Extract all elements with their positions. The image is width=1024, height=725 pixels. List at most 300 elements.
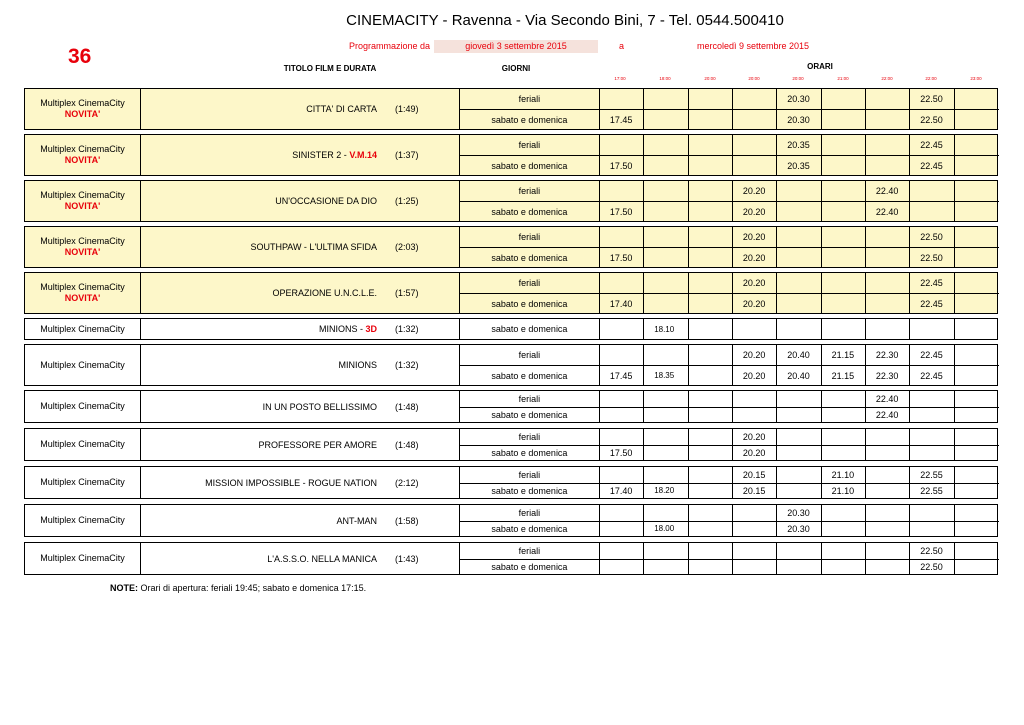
cinema-name: Multiplex CinemaCity: [40, 323, 125, 334]
showtime-cell: [689, 408, 733, 423]
novita-badge: NOVITA': [64, 293, 101, 303]
film-title: [272, 288, 377, 298]
film-duration: (1:43): [395, 553, 419, 564]
showtime-cell: 17.40: [600, 294, 644, 313]
showtime-cell: [822, 543, 866, 559]
showtime-cell: [777, 391, 821, 407]
showtime-cell: [866, 429, 910, 445]
day-row: [460, 293, 999, 313]
day-label: feriali: [460, 227, 600, 247]
showtime-cell: [866, 273, 910, 293]
film-title-text: SINISTER 2 -: [292, 150, 350, 160]
showtime-cell: [866, 110, 910, 129]
day-label: sabato e domenica: [460, 366, 600, 385]
showtime-cell: [600, 467, 644, 483]
day-label: sabato e domenica: [460, 110, 600, 129]
day-label: sabato e domenica: [460, 294, 600, 313]
film-title-text: SOUTHPAW - L'ULTIMA SFIDA: [250, 242, 377, 252]
showtime-cell: [644, 110, 688, 129]
showtime-cell: 21.10: [822, 467, 866, 483]
showtime-cell: [733, 89, 777, 109]
showtime-cell: [910, 408, 954, 423]
page-number: 36: [68, 45, 92, 68]
film-title-cell: [141, 391, 460, 422]
showtime-cell: 20.40: [777, 345, 821, 365]
showtime-cell: 18.10: [644, 319, 688, 339]
showtime-cell: [689, 156, 733, 175]
showtime-cell: [822, 202, 866, 221]
showtime-cell: [910, 202, 954, 221]
showtime-cell: [955, 543, 999, 559]
showtime-cell: 22.50: [910, 248, 954, 267]
showtime-cell: 20.20: [733, 446, 777, 461]
movie-block: [24, 390, 998, 423]
showtime-cell: [955, 89, 999, 109]
film-title: [263, 402, 377, 412]
showtime-cell: 20.20: [733, 294, 777, 313]
day-label: feriali: [460, 181, 600, 201]
showtime-cell: [866, 248, 910, 267]
movie-block: [24, 466, 998, 499]
showtime-cell: [777, 248, 821, 267]
showtime-cell: 17.40: [600, 484, 644, 499]
showtime-cell: [689, 248, 733, 267]
time-tick: 17:00: [614, 76, 626, 81]
day-label: feriali: [460, 429, 600, 445]
time-tick: 20:00: [704, 76, 716, 81]
cinema-cell: [25, 273, 141, 313]
showtime-cell: [689, 294, 733, 313]
day-label: sabato e domenica: [460, 522, 600, 537]
showtime-cell: [822, 408, 866, 423]
day-label: feriali: [460, 543, 600, 559]
showtime-cell: [822, 181, 866, 201]
showtime-cell: 20.20: [733, 345, 777, 365]
showtime-cell: [866, 467, 910, 483]
showtime-cell: [644, 560, 688, 575]
film-title-text: OPERAZIONE U.N.C.L.E.: [272, 288, 377, 298]
showtime-cell: [866, 522, 910, 537]
page-title: CINEMACITY - Ravenna - Via Secondo Bini, 7 - Tel. 0544.500410: [346, 12, 784, 29]
showtime-cell: 22.45: [910, 135, 954, 155]
column-header-giorni: GIORNI: [501, 64, 531, 73]
showtime-cell: [777, 319, 821, 339]
film-title: [258, 440, 377, 450]
showtime-cell: 17.50: [600, 156, 644, 175]
time-tick: 18:00: [659, 76, 671, 81]
showtime-cell: 20.20: [733, 227, 777, 247]
showtime-cell: 17.50: [600, 446, 644, 461]
showtime-cell: [689, 560, 733, 575]
film-title-text: UN'OCCASIONE DA DIO: [275, 196, 377, 206]
showtime-cell: [910, 429, 954, 445]
showtime-cell: [600, 391, 644, 407]
film-duration: (1:25): [395, 196, 419, 206]
showtime-cell: [733, 505, 777, 521]
showtime-cell: [866, 446, 910, 461]
showtime-cell: [822, 391, 866, 407]
film-title-cell: [141, 467, 460, 498]
film-title: [205, 478, 377, 488]
note-text: Orari di apertura: feriali 19:45; sabato e domenica 17:15.: [140, 583, 367, 593]
showtime-cell: [955, 273, 999, 293]
showtime-cell: [644, 156, 688, 175]
film-title-cell: [141, 429, 460, 460]
movie-block: [24, 226, 998, 268]
showtime-cell: 21.15: [822, 345, 866, 365]
cinema-cell: [25, 181, 141, 221]
showtime-cell: [866, 89, 910, 109]
showtime-cell: [733, 319, 777, 339]
day-label: sabato e domenica: [460, 408, 600, 423]
showtime-cell: [910, 522, 954, 537]
novita-badge: NOVITA': [64, 247, 101, 257]
showtime-cell: [733, 110, 777, 129]
showtime-cell: [644, 429, 688, 445]
film-title-cell: [141, 227, 460, 267]
film-title-text: CITTA' DI CARTA: [306, 104, 377, 114]
showtime-cell: 20.20: [733, 248, 777, 267]
time-tick: 22:00: [925, 76, 937, 81]
showtime-cell: [600, 408, 644, 423]
cinema-name: Multiplex CinemaCity: [40, 515, 125, 525]
film-duration: (1:32): [395, 324, 419, 334]
showtime-cell: 22.30: [866, 366, 910, 385]
film-duration: (1:48): [395, 401, 419, 412]
cinema-cell: [25, 543, 141, 574]
showtime-cell: [733, 156, 777, 175]
showtime-cell: [644, 294, 688, 313]
day-row: [460, 201, 999, 221]
showtime-cell: [910, 391, 954, 407]
cinema-name: Multiplex CinemaCity: [40, 477, 125, 487]
showtime-cell: [822, 505, 866, 521]
showtime-cell: [689, 484, 733, 499]
showtime-cell: [777, 181, 821, 201]
film-title-text: MISSION IMPOSSIBLE - ROGUE NATION: [205, 477, 377, 488]
cinema-cell: [25, 429, 141, 460]
movie-block: [24, 318, 998, 340]
day-label: feriali: [460, 89, 600, 109]
time-tick: 23:00: [970, 76, 982, 81]
day-row: [460, 521, 999, 537]
showtime-cell: 20.35: [777, 135, 821, 155]
showtime-cell: 20.15: [733, 467, 777, 483]
showtime-cell: [955, 202, 999, 221]
day-row: [460, 429, 999, 445]
film-title-cell: [141, 135, 460, 175]
showtime-cell: 17.50: [600, 202, 644, 221]
day-row: [460, 505, 999, 521]
showtime-cell: [689, 505, 733, 521]
movie-block: [24, 542, 998, 575]
day-row: [460, 407, 999, 423]
showtime-cell: [955, 181, 999, 201]
showtime-cell: [866, 156, 910, 175]
cinema-cell: [25, 467, 141, 498]
film-title-text: ANT-MAN: [336, 515, 377, 526]
film-tag: V.M.14: [349, 150, 377, 160]
showtime-cell: [644, 273, 688, 293]
note-label: NOTE:: [110, 583, 138, 593]
showtime-cell: [822, 135, 866, 155]
film-title: [337, 516, 378, 526]
showtime-cell: [689, 446, 733, 461]
showtime-cell: [822, 227, 866, 247]
film-title-cell: [141, 319, 460, 339]
film-duration: (1:58): [395, 515, 419, 526]
showtime-cell: [689, 135, 733, 155]
cinema-name: Multiplex CinemaCity: [40, 553, 125, 563]
showtime-cell: [689, 227, 733, 247]
day-row: [460, 247, 999, 267]
showtime-cell: 18.00: [644, 522, 688, 537]
showtime-cell: [777, 227, 821, 247]
showtime-cell: [822, 319, 866, 339]
column-header-title: TITOLO FILM E DURATA: [283, 64, 377, 73]
showtime-cell: [777, 467, 821, 483]
showtime-cell: [822, 294, 866, 313]
showtime-cell: [689, 110, 733, 129]
showtime-cell: [644, 408, 688, 423]
novita-badge: NOVITA': [64, 109, 101, 119]
showtime-cell: [600, 135, 644, 155]
showtime-cell: 20.20: [733, 202, 777, 221]
showtime-cell: [689, 467, 733, 483]
movie-block: [24, 344, 998, 386]
showtime-cell: 22.45: [910, 345, 954, 365]
time-tick: 22:00: [881, 76, 893, 81]
showtime-cell: [733, 135, 777, 155]
showtime-cell: 20.20: [733, 429, 777, 445]
day-label: feriali: [460, 505, 600, 521]
cinema-cell: [25, 319, 141, 339]
showtime-cell: [955, 366, 999, 385]
film-title-text: IN UN POSTO BELLISSIMO: [262, 401, 377, 412]
film-title-cell: [141, 89, 460, 129]
note: [110, 583, 366, 593]
showtime-cell: [644, 505, 688, 521]
day-label: sabato e domenica: [460, 202, 600, 221]
showtime-cell: [733, 560, 777, 575]
showtime-cell: [955, 446, 999, 461]
day-label: feriali: [460, 345, 600, 365]
day-label: sabato e domenica: [460, 446, 600, 461]
day-label: feriali: [460, 391, 600, 407]
film-title: [250, 242, 377, 252]
film-duration: (2:12): [395, 477, 419, 488]
showtime-cell: [955, 135, 999, 155]
date-to: mercoledì 9 settembre 2015: [697, 41, 810, 51]
cinema-name: Multiplex CinemaCity: [40, 401, 125, 411]
showtime-cell: 22.40: [866, 202, 910, 221]
film-tag: 3D: [365, 324, 377, 334]
showtime-cell: [777, 484, 821, 499]
day-row: [460, 227, 999, 247]
film-title: [267, 554, 377, 564]
day-row: [460, 445, 999, 461]
showtime-cell: 20.30: [777, 110, 821, 129]
showtime-cell: [777, 202, 821, 221]
time-tick: 20:00: [748, 76, 760, 81]
showtime-cell: [777, 294, 821, 313]
film-title-cell: [141, 181, 460, 221]
day-row: [460, 135, 999, 155]
film-title-text: MINIONS -: [318, 324, 366, 334]
day-row: [460, 345, 999, 365]
programmazione-label: Programmazione da: [349, 41, 431, 51]
cinema-name: Multiplex CinemaCity: [40, 439, 125, 449]
day-label: feriali: [460, 467, 600, 483]
showtime-cell: [955, 248, 999, 267]
date-from: giovedì 3 settembre 2015: [434, 40, 598, 53]
showtime-cell: [822, 446, 866, 461]
cinema-cell: [25, 89, 141, 129]
showtime-cell: [822, 110, 866, 129]
showtime-cell: [733, 543, 777, 559]
showtime-cell: 20.15: [733, 484, 777, 499]
movie-block: [24, 504, 998, 537]
showtime-cell: [822, 429, 866, 445]
cinema-cell: [25, 505, 141, 536]
day-label: feriali: [460, 135, 600, 155]
showtime-cell: [822, 248, 866, 267]
showtime-cell: 22.45: [910, 156, 954, 175]
day-row: [460, 273, 999, 293]
film-title: [319, 324, 377, 334]
showtime-cell: [600, 273, 644, 293]
showtime-cell: [866, 505, 910, 521]
showtime-cell: [866, 560, 910, 575]
showtime-cell: 20.40: [777, 366, 821, 385]
novita-badge: NOVITA': [64, 155, 101, 165]
showtime-cell: [600, 560, 644, 575]
day-label: sabato e domenica: [460, 560, 600, 575]
showtime-cell: [866, 484, 910, 499]
showtime-cell: [644, 345, 688, 365]
showtime-cell: 20.30: [777, 505, 821, 521]
showtime-cell: [689, 181, 733, 201]
cinema-name: Multiplex CinemaCity: [40, 190, 125, 200]
showtime-cell: 22.50: [910, 560, 954, 575]
film-duration: (2:03): [395, 242, 419, 252]
showtime-cell: [644, 391, 688, 407]
showtime-cell: [644, 135, 688, 155]
showtime-cell: [910, 505, 954, 521]
showtime-cell: 22.45: [910, 366, 954, 385]
cinema-cell: [25, 345, 141, 385]
showtime-cell: [866, 135, 910, 155]
showtime-cell: [689, 429, 733, 445]
showtime-cell: [644, 202, 688, 221]
day-row: [460, 155, 999, 175]
showtime-cell: [777, 408, 821, 423]
showtime-cell: [689, 543, 733, 559]
showtime-cell: [910, 181, 954, 201]
showtime-cell: [644, 446, 688, 461]
showtime-cell: 22.45: [910, 273, 954, 293]
time-tick: 21:00: [837, 76, 849, 81]
showtime-cell: [733, 408, 777, 423]
film-duration: (1:37): [395, 150, 419, 160]
showtime-cell: [689, 89, 733, 109]
movie-block: [24, 88, 998, 130]
film-title: [292, 150, 377, 160]
showtime-cell: [822, 89, 866, 109]
film-duration: (1:49): [395, 104, 419, 114]
film-title-text: MINIONS: [338, 360, 377, 370]
showtime-cell: [600, 522, 644, 537]
showtime-cell: [777, 429, 821, 445]
showtime-cell: [955, 560, 999, 575]
day-row: [460, 467, 999, 483]
day-row: [460, 483, 999, 499]
cinema-name: Multiplex CinemaCity: [40, 282, 125, 292]
showtime-cell: [955, 110, 999, 129]
showtime-cell: [955, 408, 999, 423]
showtime-cell: [644, 227, 688, 247]
showtime-cell: [777, 273, 821, 293]
showtime-cell: [644, 467, 688, 483]
time-tick: 20:00: [792, 76, 804, 81]
cinema-cell: [25, 135, 141, 175]
day-row: [460, 109, 999, 129]
showtime-cell: [866, 294, 910, 313]
day-row: [460, 391, 999, 407]
showtime-cell: [955, 522, 999, 537]
a-label: a: [619, 41, 625, 51]
film-title-text: L'A.S.S.O. NELLA MANICA: [267, 553, 377, 564]
day-row: [460, 181, 999, 201]
showtime-cell: [866, 319, 910, 339]
showtime-cell: [644, 181, 688, 201]
film-title: [306, 104, 377, 114]
showtime-cell: [689, 319, 733, 339]
showtime-cell: [733, 391, 777, 407]
day-label: sabato e domenica: [460, 156, 600, 175]
film-duration: (1:57): [395, 288, 419, 298]
film-title-cell: [141, 345, 460, 385]
showtime-cell: 22.50: [910, 110, 954, 129]
showtime-cell: 22.45: [910, 294, 954, 313]
day-label: sabato e domenica: [460, 248, 600, 267]
movie-block: [24, 428, 998, 461]
showtime-cell: [777, 543, 821, 559]
day-row: [460, 319, 999, 339]
showtime-cell: [689, 202, 733, 221]
day-row: [460, 543, 999, 559]
showtime-cell: [600, 345, 644, 365]
showtime-cell: 18.20: [644, 484, 688, 499]
column-header-orari: ORARI: [807, 62, 833, 71]
showtime-cell: [644, 89, 688, 109]
showtime-cell: 22.40: [866, 391, 910, 407]
showtime-cell: [822, 273, 866, 293]
cinema-name: Multiplex CinemaCity: [40, 236, 125, 246]
showtime-cell: 22.30: [866, 345, 910, 365]
cinema-cell: [25, 391, 141, 422]
film-title-text: PROFESSORE PER AMORE: [258, 439, 377, 450]
showtime-cell: [822, 156, 866, 175]
showtime-cell: [866, 227, 910, 247]
showtime-cell: 20.30: [777, 89, 821, 109]
day-row: [460, 365, 999, 385]
showtime-cell: [955, 345, 999, 365]
showtime-cell: [600, 181, 644, 201]
day-label: feriali: [460, 273, 600, 293]
novita-badge: NOVITA': [64, 201, 101, 211]
showtime-cell: [689, 366, 733, 385]
